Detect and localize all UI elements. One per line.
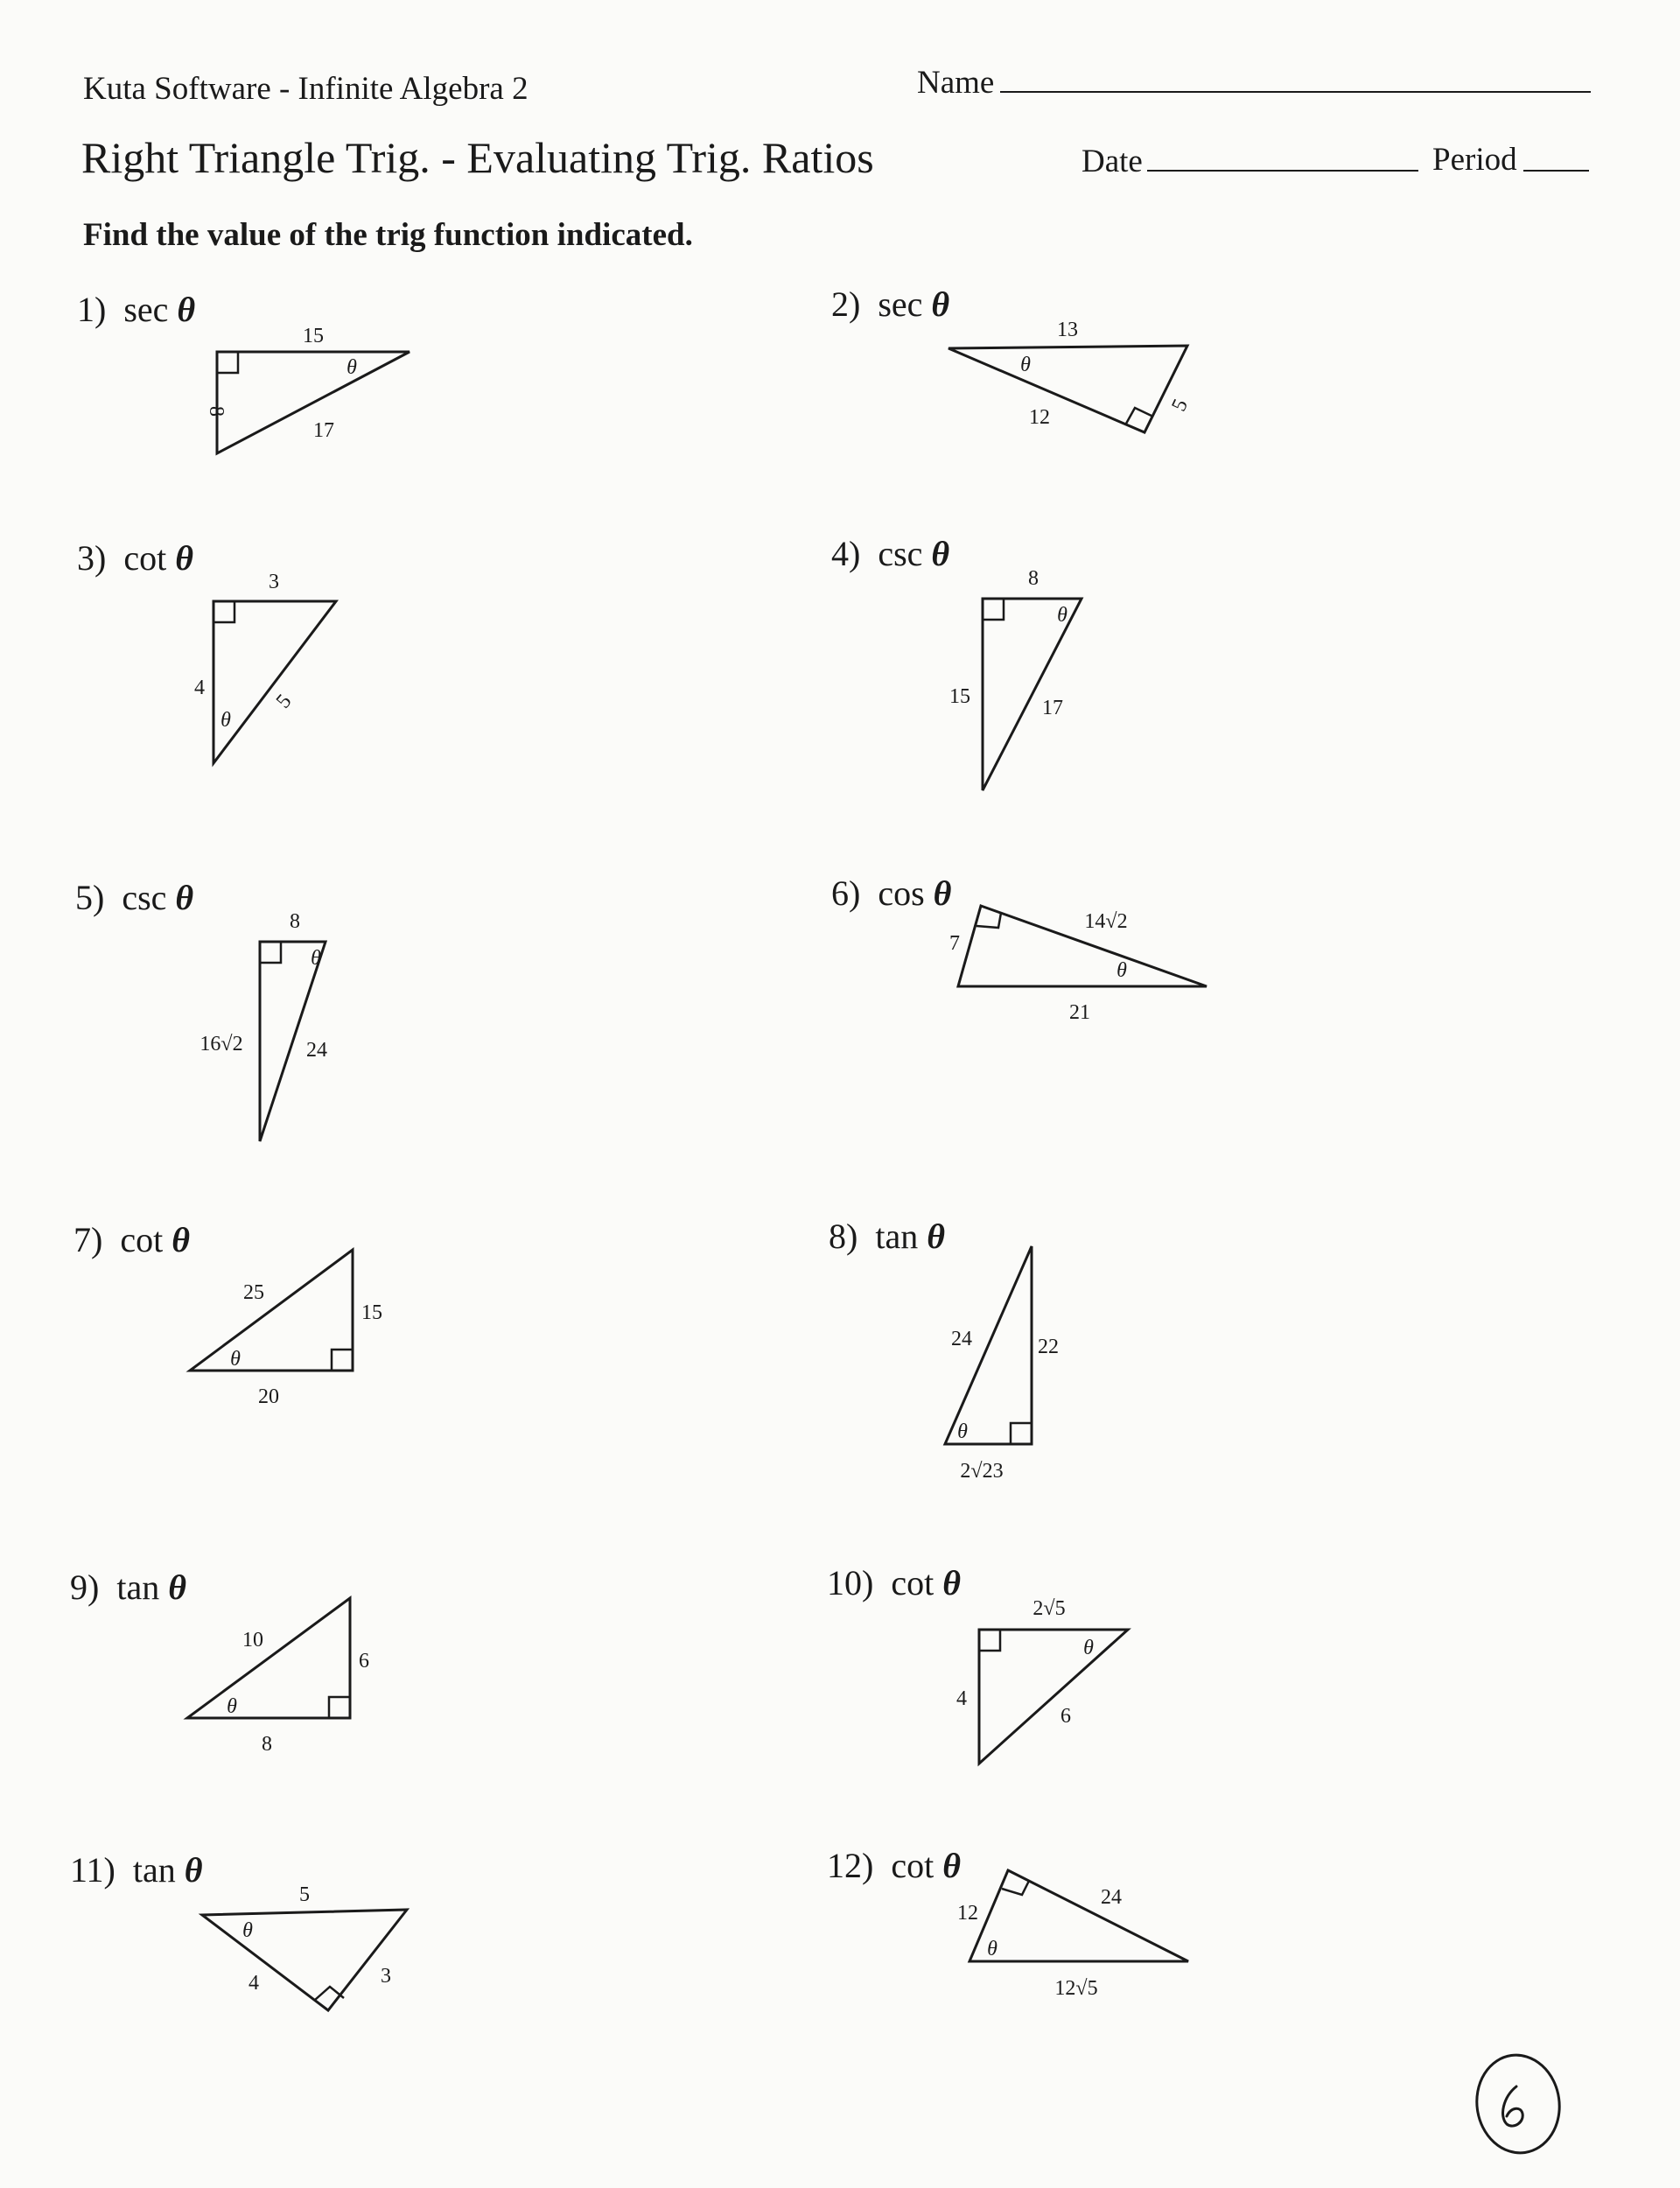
worksheet-title: Right Triangle Trig. - Evaluating Trig. Ratios	[81, 133, 874, 182]
side-label: 21	[1069, 1001, 1090, 1024]
triangle-outline	[958, 906, 1207, 986]
theta-symbol: θ	[184, 1850, 203, 1890]
handwritten-digit	[1503, 2086, 1523, 2126]
triangle-3	[194, 571, 336, 763]
problem-number: 2)	[831, 284, 861, 324]
theta-symbol: θ	[175, 878, 194, 917]
side-label: 12	[957, 1902, 978, 1925]
side-label: 3	[381, 1965, 391, 1988]
right-angle-mark	[983, 599, 1004, 620]
side-label: 6	[1060, 1705, 1071, 1728]
problem-number: 12)	[827, 1846, 874, 1885]
handwritten-score	[1471, 2050, 1566, 2158]
theta-label: θ	[346, 356, 357, 379]
right-angle-mark	[1011, 1423, 1032, 1444]
theta-label: θ	[987, 1938, 998, 1960]
side-label: 15	[949, 685, 970, 708]
problem-number: 11)	[70, 1850, 116, 1890]
theta-symbol: θ	[931, 534, 950, 573]
side-label: 8	[262, 1733, 272, 1756]
side-label: 8	[1028, 567, 1039, 590]
problem-number: 7)	[74, 1220, 103, 1259]
trig-function: tan	[116, 1567, 160, 1607]
side-label: 22	[1038, 1336, 1059, 1358]
problem-number: 8)	[829, 1217, 858, 1256]
publisher-line: Kuta Software - Infinite Algebra 2	[83, 71, 528, 107]
score-circle	[1471, 2050, 1566, 2158]
theta-symbol: θ	[172, 1220, 190, 1259]
right-angle-mark	[1002, 1881, 1029, 1895]
theta-symbol: θ	[175, 538, 193, 578]
side-label: 4	[248, 1972, 259, 1995]
side-label: 16√2	[200, 1033, 243, 1055]
side-label: 8	[290, 910, 300, 933]
problem-number: 3)	[77, 538, 107, 578]
theta-label: θ	[242, 1919, 253, 1942]
side-label: 17	[313, 419, 334, 442]
triangle-11	[202, 1883, 407, 2010]
side-label: 15	[361, 1301, 382, 1324]
side-label: 14√2	[1084, 910, 1128, 933]
trig-function: cot	[891, 1563, 934, 1602]
triangle-outline	[970, 1870, 1188, 1961]
theta-symbol: θ	[177, 290, 196, 329]
triangle-1	[205, 325, 410, 453]
right-angle-mark	[332, 1350, 353, 1371]
triangle-12	[957, 1870, 1188, 2000]
side-label: 5	[1167, 396, 1193, 415]
theta-symbol: θ	[927, 1217, 945, 1256]
triangle-outline	[983, 599, 1082, 790]
trig-function: cot	[123, 538, 167, 578]
theta-symbol: θ	[942, 1846, 961, 1885]
side-label: 3	[269, 571, 279, 593]
side-label: 24	[306, 1039, 327, 1062]
side-label: 13	[1057, 319, 1078, 341]
side-label: 20	[258, 1385, 279, 1408]
theta-label: θ	[1020, 354, 1031, 376]
period-label: Period	[1432, 142, 1517, 178]
problem-number: 10)	[827, 1563, 874, 1602]
name-label: Name	[917, 65, 995, 101]
side-label: 10	[242, 1629, 263, 1652]
side-label: 24	[951, 1328, 972, 1350]
side-label: 4	[194, 677, 205, 699]
triangle-8	[945, 1246, 1059, 1483]
triangle-4	[949, 567, 1082, 790]
theta-label: θ	[227, 1695, 237, 1718]
trig-function: csc	[878, 534, 923, 573]
side-label: 2√5	[1032, 1597, 1066, 1620]
side-label: 2√23	[960, 1460, 1004, 1483]
triangle-5	[200, 910, 327, 1141]
theta-symbol: θ	[942, 1563, 961, 1602]
side-label: 24	[1101, 1886, 1122, 1909]
right-angle-mark	[329, 1697, 350, 1718]
trig-function: cot	[891, 1846, 934, 1885]
problem-number: 4)	[831, 534, 861, 573]
trig-function: sec	[878, 284, 923, 324]
right-angle-mark	[979, 1630, 1000, 1651]
triangle-2	[948, 319, 1193, 432]
triangle-outline	[979, 1630, 1128, 1764]
trig-function: cot	[120, 1220, 164, 1259]
triangle-10	[956, 1597, 1128, 1764]
theta-label: θ	[220, 709, 231, 732]
right-angle-mark	[214, 601, 234, 622]
triangle-7	[190, 1250, 382, 1408]
right-angle-mark	[217, 352, 238, 373]
right-angle-mark	[976, 913, 1001, 928]
theta-label: θ	[957, 1420, 968, 1443]
triangle-outline	[190, 1250, 353, 1371]
theta-symbol: θ	[933, 873, 952, 913]
triangle-outline	[187, 1598, 350, 1718]
trig-function: tan	[132, 1850, 176, 1890]
date-label: Date	[1082, 144, 1143, 179]
problem-number: 6)	[831, 873, 861, 913]
triangle-outline	[214, 601, 336, 763]
side-label: 5	[299, 1883, 310, 1906]
triangle-6	[949, 906, 1207, 1024]
trig-function: cos	[878, 873, 925, 913]
side-label: 12√5	[1054, 1977, 1098, 2000]
theta-symbol: θ	[931, 284, 950, 324]
problem-number: 9)	[70, 1567, 100, 1607]
theta-label: θ	[1116, 959, 1127, 982]
theta-label: θ	[311, 947, 321, 970]
trig-function: tan	[875, 1217, 919, 1256]
theta-label: θ	[230, 1348, 241, 1371]
instructions: Find the value of the trig function indicated.	[83, 217, 693, 253]
side-label: 5	[271, 690, 297, 713]
theta-label: θ	[1083, 1637, 1094, 1659]
triangle-outline	[948, 346, 1187, 432]
side-label: 6	[359, 1650, 369, 1673]
side-label: 15	[303, 325, 324, 347]
triangle-9	[187, 1598, 369, 1756]
triangle-outline	[202, 1910, 407, 2010]
side-label: 17	[1042, 697, 1063, 719]
side-label: 8	[205, 406, 228, 417]
side-label: 4	[956, 1687, 967, 1710]
side-label: 7	[949, 932, 960, 955]
side-label: 25	[243, 1281, 264, 1304]
theta-label: θ	[1057, 604, 1068, 627]
problem-number: 1)	[77, 290, 107, 329]
side-label: 12	[1029, 406, 1050, 429]
trig-function: sec	[123, 290, 169, 329]
problem-number: 5)	[75, 878, 105, 917]
trig-function: csc	[122, 878, 167, 917]
theta-symbol: θ	[168, 1567, 186, 1607]
right-angle-mark	[260, 942, 281, 963]
